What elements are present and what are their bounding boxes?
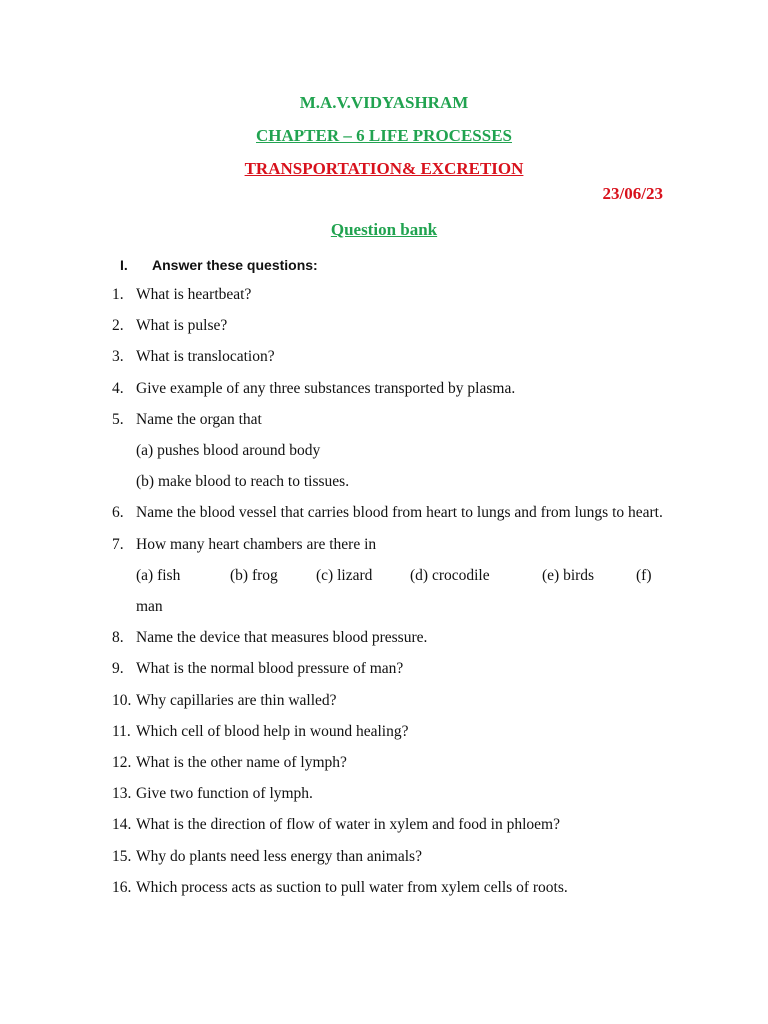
option-birds: (e) birds [542, 566, 595, 584]
question-text: Which cell of blood help in wound healing? [136, 722, 409, 740]
animal-options [136, 560, 678, 591]
option-lizard: (c) lizard [316, 566, 373, 584]
section-numeral: I. [120, 257, 128, 273]
option-f: (f) [636, 566, 652, 584]
question-text: Give two function of lymph. [136, 785, 313, 803]
option-frog: (b) frog [230, 566, 278, 584]
question-text: Why capillaries are thin walled? [136, 691, 337, 709]
question-item [0, 716, 768, 747]
school-name: M.A.V.VIDYASHRAM [299, 93, 469, 112]
question-bank-title: Question bank [330, 220, 438, 239]
question-number: 16. [112, 878, 132, 896]
question-number: 12. [112, 754, 132, 772]
question-item [0, 622, 768, 653]
question-number: 4. [112, 379, 124, 397]
question-text: Name the device that measures blood pressure. [136, 629, 428, 647]
question-text: What is pulse? [136, 317, 228, 335]
question-item [0, 279, 768, 310]
option-crocodile: (d) crocodile [410, 566, 490, 584]
question-list [0, 279, 768, 903]
question-number: 6. [112, 504, 124, 522]
question-text: What is translocation? [136, 348, 275, 366]
question-number: 14. [112, 816, 132, 834]
question-number: 1. [112, 286, 124, 303]
question-item [0, 685, 768, 716]
question-number: 3. [112, 348, 124, 366]
question-number: 10. [112, 691, 132, 709]
question-item [0, 809, 768, 840]
question-number: 11. [112, 722, 131, 740]
question-text: What is the other name of lymph? [136, 754, 347, 772]
question-number: 2. [112, 317, 124, 335]
question-item [0, 497, 768, 528]
question-text: What is heartbeat? [136, 286, 252, 303]
chapter-title: CHAPTER – 6 LIFE PROCESSES [256, 126, 512, 145]
question-item [0, 373, 768, 404]
question-number: 7. [112, 535, 124, 553]
question-number: 15. [112, 847, 132, 865]
question-number: 5. [112, 410, 124, 428]
date: 23/06/23 [602, 184, 663, 203]
question-sub-part: (a) pushes blood around body [136, 442, 321, 460]
section-heading [120, 257, 318, 273]
question-sub-part: (b) make blood to reach to tissues. [136, 473, 350, 491]
question-item [0, 341, 768, 372]
question-item [0, 404, 768, 498]
question-number: 9. [112, 660, 124, 678]
topic-title: TRANSPORTATION& EXCRETION [244, 159, 524, 178]
question-text: What is the direction of flow of water in xylem and food in phloem? [136, 816, 560, 834]
question-item [0, 529, 768, 623]
question-item [0, 778, 768, 809]
question-item [0, 653, 768, 684]
question-item [0, 310, 768, 341]
question-item [0, 872, 768, 903]
question-number: 8. [112, 629, 124, 647]
question-item [0, 747, 768, 778]
question-item [0, 841, 768, 872]
question-text: How many heart chambers are there in [136, 535, 377, 553]
option-fish: (a) fish [136, 566, 181, 584]
question-text: Name the organ that [136, 410, 262, 428]
question-text: Name the blood vessel that carries blood from heart to lungs and from lungs to heart. [136, 504, 663, 522]
question-text: Give example of any three substances transported by plasma. [136, 379, 516, 397]
option-man: man [136, 598, 163, 616]
section-heading-text: Answer these questions: [152, 257, 318, 273]
question-text: What is the normal blood pressure of man? [136, 660, 404, 678]
question-number: 13. [112, 785, 132, 803]
question-text: Why do plants need less energy than animals? [136, 847, 422, 865]
question-text: Which process acts as suction to pull water from xylem cells of roots. [136, 878, 568, 896]
